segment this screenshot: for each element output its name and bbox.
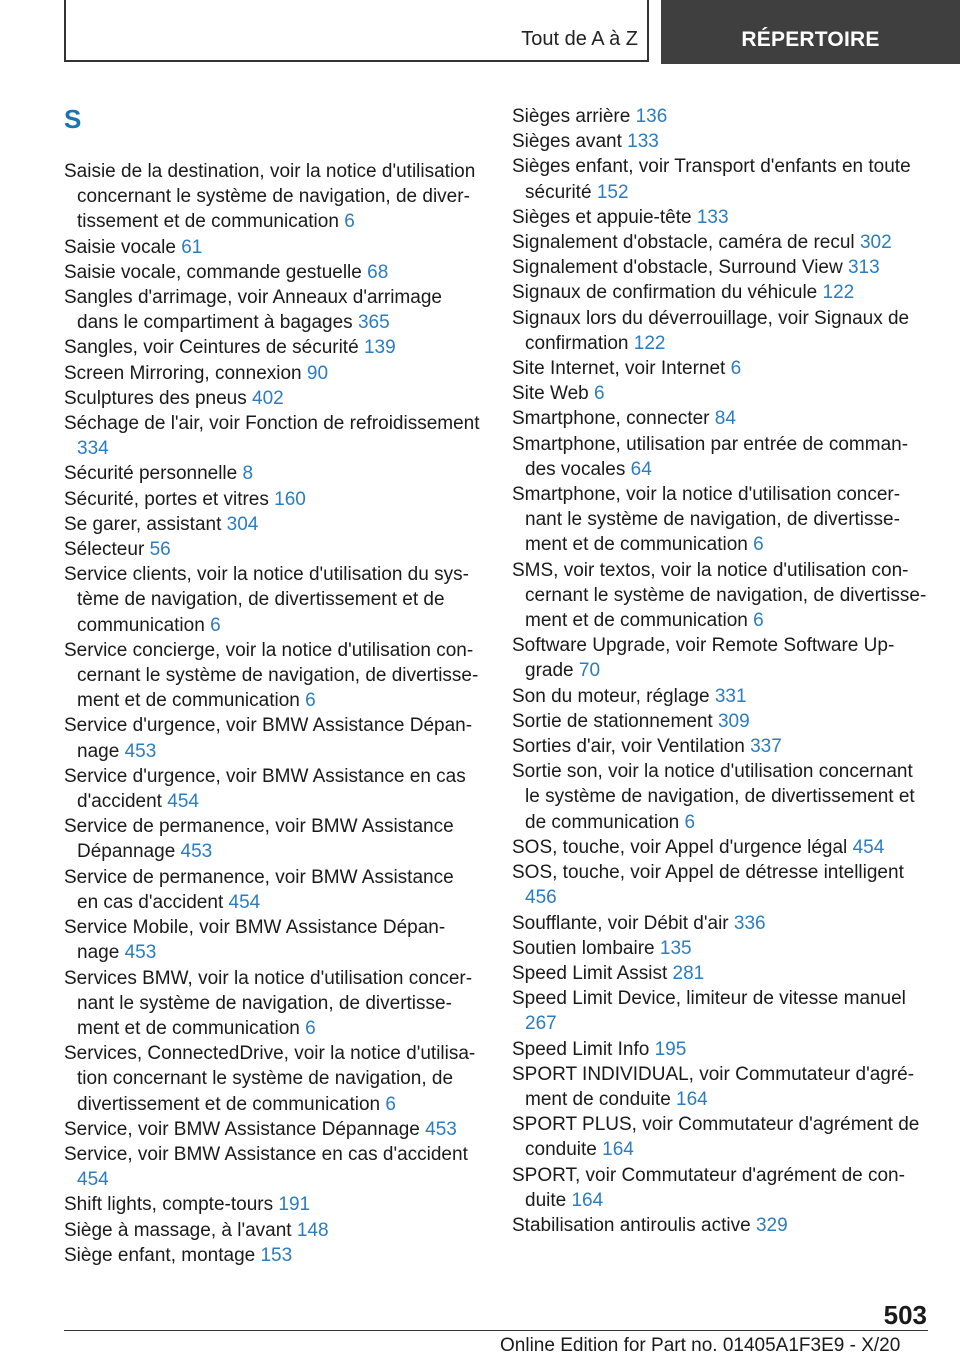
index-entry-text: Service de permanence, voir BMW Assistance en cas d'accident (64, 866, 454, 913)
index-entry (64, 966, 480, 1042)
index-entry (64, 1192, 480, 1217)
index-entry (512, 356, 928, 381)
index-entry (512, 482, 928, 558)
index-entry-page-link[interactable]: 6 (344, 211, 355, 233)
index-entry-page-link[interactable]: 6 (753, 534, 764, 556)
index-entry-page-link[interactable]: 454 (167, 791, 199, 813)
index-entry (512, 129, 928, 154)
index-entry-text: Service de permanence, voir BMW Assistance Dépannage (64, 816, 454, 863)
index-entry (64, 461, 480, 486)
index-entry-page-link[interactable]: 64 (630, 458, 652, 480)
index-entry-page-link[interactable]: 281 (672, 962, 705, 984)
index-entry-text: Service d'urgence, voir BMW Assistance en cas d'accident (64, 765, 466, 813)
index-entry-text: Screen Mirroring, connexion (64, 362, 302, 384)
index-entry-page-link[interactable]: 453 (124, 740, 157, 762)
index-entry-text: SOS, touche, voir Appel de détresse intelligent (512, 862, 904, 884)
index-entry-text: Saisie de la destination, voir la notice d'utilisation concernant le système de navigation, de divertissement et de communication (64, 161, 476, 233)
index-entry (64, 512, 480, 537)
index-entry-text: Smartphone, utilisation par entrée de commandes vocales (512, 433, 909, 480)
index-entry-text: Signaux lors du déverrouillage, voir Signaux de confirmation (512, 307, 910, 354)
index-entry-text: SMS, voir textos, voir la notice d'utilisation concernant le système de navigation, de divertissement et de communication (512, 559, 927, 632)
index-entry-page-link[interactable]: 453 (180, 841, 213, 863)
index-entry-page-link[interactable]: 148 (296, 1219, 329, 1241)
index-entry-text: Sélecteur (64, 539, 145, 561)
index-entry-text: Sécurité personnelle (64, 463, 238, 485)
index-entry (512, 986, 928, 1036)
index-entry-text: Sièges et appuie-tête (512, 206, 692, 228)
index-entry-page-link[interactable]: 8 (242, 463, 254, 485)
index-entry (64, 386, 480, 411)
page-number: 503 (883, 1300, 927, 1330)
index-entry-page-link[interactable]: 365 (357, 312, 390, 334)
index-entry (64, 1041, 480, 1117)
index-entry-page-link[interactable]: 454 (852, 836, 885, 858)
index-entry-text: Services BMW, voir la notice d'utilisation concernant le système de navigation, de divertissement et de communication (64, 967, 473, 1039)
index-entry-page-link[interactable]: 309 (717, 710, 750, 732)
index-entry-text: Service, voir BMW Assistance Dépannage (64, 1118, 420, 1140)
index-entry-page-link[interactable]: 6 (594, 383, 605, 405)
index-entry-text: Speed Limit Info (512, 1038, 650, 1060)
index-entry-text: Services, ConnectedDrive, voir la notice d'utilisation concernant le système de navigation, de divertissement et de communication (64, 1043, 476, 1115)
index-entry-text: Se garer, assistant (64, 513, 222, 535)
index-entry-page-link[interactable]: 90 (306, 362, 329, 384)
index-entry (512, 961, 928, 986)
index-entry-text: Site Web (512, 383, 589, 405)
index-entry-text: Service Mobile, voir BMW Assistance Dépannage (64, 917, 446, 964)
index-entry-page-link[interactable]: 453 (124, 942, 157, 964)
index-entry-text: Speed Limit Assist (512, 962, 668, 984)
index-entry-page-link[interactable]: 56 (149, 539, 171, 561)
index-entry (512, 835, 928, 860)
index-entry (512, 1163, 928, 1213)
index-entry (512, 1112, 928, 1162)
index-entry-page-link[interactable]: 337 (750, 736, 782, 758)
footer-divider (64, 1330, 928, 1331)
index-entry-page-link[interactable]: 6 (753, 610, 764, 632)
header-section-title: Tout de A à Z (521, 28, 638, 50)
footer-edition-text: Online Edition for Part no. 01405A1F3E9 - X/20 (500, 1335, 901, 1356)
index-entry-page-link[interactable]: 456 (525, 887, 557, 909)
index-entry (64, 814, 480, 864)
index-entry (512, 381, 928, 406)
index-entry-page-link[interactable]: 454 (228, 891, 261, 913)
index-entry-text: Soufflante, voir Débit d'air (512, 912, 729, 934)
index-entry-page-link[interactable]: 61 (181, 236, 203, 258)
index-entry-page-link[interactable]: 402 (252, 387, 284, 409)
index-entry (64, 764, 480, 814)
index-entry-text: Sièges enfant, voir Transport d'enfants en toute sécurité (512, 156, 911, 203)
index-entry-text: Sortie de stationnement (512, 710, 713, 732)
index-entry-page-link[interactable]: 6 (730, 358, 742, 380)
index-entry (64, 235, 480, 260)
index-entry (512, 684, 928, 709)
index-entry (64, 335, 480, 360)
index-entry-page-link[interactable]: 313 (847, 257, 880, 279)
index-entry (512, 432, 928, 482)
index-entry-text: Service clients, voir la notice d'utilisation du système de navigation, de divertissement et de communication (64, 564, 469, 636)
index-entry (512, 230, 928, 255)
index-entry (512, 306, 928, 356)
index-entry-page-link[interactable]: 153 (260, 1244, 293, 1266)
index-entry-page-link[interactable]: 133 (627, 131, 659, 153)
index-entry-text: Service d'urgence, voir BMW Assistance Dépannage (64, 715, 473, 762)
index-entry (512, 255, 928, 280)
index-column-right (512, 104, 928, 1238)
index-entry-page-link[interactable]: 6 (385, 1093, 396, 1115)
index-entry-text: Sangles d'arrimage, voir Anneaux d'arrimage dans le compartiment à bagages (64, 287, 442, 334)
index-entry-text: Séchage de l'air, voir Fonction de refroidissement (64, 413, 480, 435)
header-tab-label: RÉPERTOIRE (741, 28, 880, 51)
index-entry (64, 411, 480, 461)
index-entry-text: Speed Limit Device, limiteur de vitesse manuel (512, 988, 906, 1010)
index-entry-text: Sièges avant (512, 131, 622, 153)
index-entry (512, 936, 928, 961)
index-entry-page-link[interactable]: 68 (367, 261, 389, 283)
index-letter-heading: S (64, 104, 82, 134)
index-entry-text: Software Upgrade, voir Remote Software Upgrade (512, 635, 895, 682)
index-entry-text: SPORT PLUS, voir Commutateur d'agrément de conduite (512, 1114, 920, 1161)
index-entry (64, 361, 480, 386)
index-entry-text: SPORT INDIVIDUAL, voir Commutateur d'agrément de conduite (512, 1063, 915, 1110)
index-entry (512, 558, 928, 634)
index-entry-page-link[interactable]: 122 (822, 282, 855, 304)
index-entry-text: Smartphone, voir la notice d'utilisation concernant le système de navigation, de divertissement et de communication (512, 484, 901, 556)
index-entry (512, 280, 928, 305)
index-entry (64, 159, 480, 235)
index-entry-text: SOS, touche, voir Appel d'urgence légal (512, 836, 848, 858)
index-entry (64, 487, 480, 512)
index-entry (512, 1037, 928, 1062)
index-entry (64, 1243, 480, 1268)
index-entry (64, 260, 480, 285)
index-entry-page-link[interactable]: 329 (755, 1214, 788, 1236)
index-entry (64, 285, 480, 335)
index-entry-text: Siège enfant, montage (64, 1244, 256, 1266)
index-entry-page-link[interactable]: 133 (696, 206, 729, 228)
index-entry-page-link[interactable]: 304 (226, 513, 259, 535)
index-entry-page-link[interactable]: 135 (659, 937, 692, 959)
index-entry-text: Signaux de confirmation du véhicule (512, 282, 818, 304)
index-entry-page-link[interactable]: 164 (676, 1088, 708, 1110)
index-entry-text: Soutien lombaire (512, 937, 655, 959)
index-entry (64, 1142, 480, 1192)
index-entry (64, 915, 480, 965)
index-entry-page-link[interactable]: 195 (654, 1038, 687, 1060)
index-entry (64, 562, 480, 638)
index-entry-page-link[interactable]: 84 (714, 408, 736, 430)
index-entry (512, 734, 928, 759)
index-entry-text: Saisie vocale, commande gestuelle (64, 261, 362, 283)
index-entry (512, 205, 928, 230)
index-entry (512, 1213, 928, 1238)
index-entry (512, 154, 928, 204)
index-entry-text: Sécurité, portes et vitres (64, 488, 269, 510)
index-entry-text: Service, voir BMW Assistance en cas d'accident (64, 1143, 468, 1165)
index-entry-text: Sièges arrière (512, 106, 631, 127)
index-entry-text: Signalement d'obstacle, caméra de recul (512, 232, 855, 254)
index-entry (512, 633, 928, 683)
index-entry (512, 860, 928, 910)
index-entry (512, 104, 928, 129)
index-entry (64, 1117, 480, 1142)
index-entry-page-link[interactable]: 191 (278, 1194, 311, 1216)
index-entry (64, 537, 480, 562)
index-entry (512, 1062, 928, 1112)
index-entry-page-link[interactable]: 164 (602, 1139, 634, 1161)
index-entry-page-link[interactable]: 6 (305, 690, 316, 712)
index-entry-page-link[interactable]: 164 (571, 1189, 604, 1211)
index-entry-page-link[interactable]: 6 (305, 1017, 316, 1039)
index-entry-text: Stabilisation antiroulis active (512, 1214, 751, 1236)
index-entry-text: Site Internet, voir Internet (512, 358, 726, 380)
index-entry (512, 759, 928, 835)
index-entry-page-link[interactable]: 160 (274, 488, 306, 510)
index-entry-text: Saisie vocale (64, 236, 176, 258)
index-entry-text: Sculptures des pneus (64, 387, 247, 409)
index-entry-page-link[interactable]: 331 (714, 685, 747, 707)
index-entry-page-link[interactable]: 152 (596, 181, 629, 203)
index-entry-text: Signalement d'obstacle, Surround View (512, 257, 843, 279)
index-entry (512, 406, 928, 431)
index-entry-page-link[interactable]: 6 (210, 614, 221, 636)
index-entry-page-link[interactable]: 336 (733, 912, 766, 934)
index-entry (64, 713, 480, 763)
index-entry (64, 1218, 480, 1243)
index-entry-text: Son du moteur, réglage (512, 685, 710, 707)
index-entry-text: SPORT, voir Commutateur d'agrément de conduite (512, 1164, 905, 1211)
index-entry (512, 709, 928, 734)
index-entry-page-link[interactable]: 136 (635, 106, 668, 127)
index-entry-text: Sorties d'air, voir Ventilation (512, 736, 745, 758)
index-entry-text: Sortie son, voir la notice d'utilisation concernant le système de navigation, de divertissement et de communication (512, 761, 915, 833)
index-entry-page-link[interactable]: 70 (578, 660, 601, 682)
index-entry-text: Service concierge, voir la notice d'utilisation concernant le système de navigation, de divertissement et de communication (64, 639, 479, 712)
header-tab-repertoire[interactable] (661, 0, 960, 64)
index-entry-page-link[interactable]: 122 (633, 332, 666, 354)
index-entry-page-link[interactable]: 267 (525, 1013, 557, 1035)
index-entry-text: Siège à massage, à l'avant (64, 1219, 292, 1241)
index-entry-text: Shift lights, compte-tours (64, 1194, 274, 1216)
index-entry-page-link[interactable]: 334 (77, 438, 109, 460)
index-column-left (64, 159, 480, 1268)
index-entry-page-link[interactable]: 453 (425, 1118, 457, 1140)
index-entry (512, 911, 928, 936)
index-entry-page-link[interactable]: 139 (363, 337, 396, 359)
index-entry-text: Sangles, voir Ceintures de sécurité (64, 337, 359, 359)
index-entry (64, 865, 480, 915)
index-entry (64, 638, 480, 714)
index-entry-page-link[interactable]: 454 (77, 1169, 109, 1191)
index-entry-text: Smartphone, connecter (512, 408, 710, 430)
index-entry-page-link[interactable]: 6 (684, 811, 696, 833)
index-entry-page-link[interactable]: 302 (859, 232, 892, 254)
